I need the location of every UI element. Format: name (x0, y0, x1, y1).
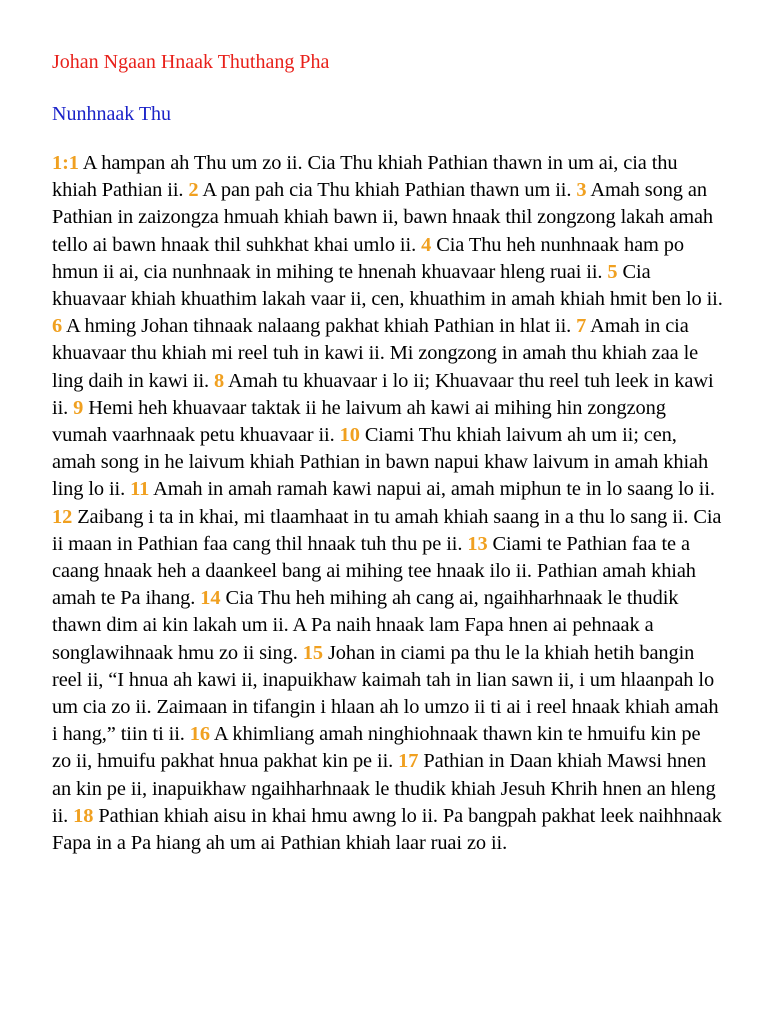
verse-text: Amah in amah ramah kawi napui ai, amah miphun te in lo saang lo ii. (153, 478, 715, 501)
verse-text: Cia khuavaar khiah khuathim lakah vaar ii, cen, khuathim in amah khiah hmit ben lo ii. (52, 260, 723, 311)
verse-number: 18 (73, 804, 94, 827)
verse-number: 4 (421, 233, 432, 256)
verse-number: 16 (189, 723, 210, 746)
verse-number: 13 (467, 532, 488, 555)
verse-number: 7 (576, 315, 587, 338)
verse-text: Ciami Thu khiah laivum ah um ii; cen, amah song in he laivum khiah Pathian in bawn napui khaw laivum in amah khiah ling lo ii. (52, 424, 709, 501)
verse-number: 12 (52, 505, 73, 528)
verse-text: Cia Thu heh nunhnaak ham po hmun ii ai, cia nunhnaak in mihing te hnenah khuavaar hleng ruai ii. (52, 233, 684, 283)
verse-number: 9 (73, 396, 84, 419)
verse-text: Pathian in Daan khiah Mawsi hnen an kin pe ii, inapuikhaw ngaihharhnaak le thudik khiah Jesuh Khrih hnen an hleng ii. (52, 750, 716, 827)
verse-number: 8 (214, 369, 225, 392)
document-page (52, 48, 724, 857)
verse-number: 5 (607, 260, 618, 283)
verse-number: 11 (130, 478, 150, 501)
verse-text: A khimliang amah ninghiohnaak thawn kin te hmuifu kin pe zo ii, hmuifu pakhat hnua pakhat kin pe ii. (52, 723, 701, 773)
verse-text: Cia Thu heh mihing ah cang ai, ngaihharhnaak le thudik thawn dim ai kin lakah um ii. A Pa naih hnaak lam Fapa hnen ai pehnaak a songlawihnaak hmu zo ii sing. (52, 587, 679, 664)
verse-text: Amah song an Pathian in zaizongza hmuah khiah bawn ii, bawn hnaak thil zongzong lakah amah tello ai bawn hnaak thil suhkhat khai umlo ii. (52, 179, 714, 256)
section-heading: Nunhnaak Thu (52, 103, 172, 125)
verse-paragraph (52, 150, 724, 857)
verse-text: A pan pah cia Thu khiah Pathian thawn um ii. (202, 179, 572, 202)
book-title: Johan Ngaan Hnaak Thuthang Pha (52, 51, 330, 73)
verse-number: 3 (576, 179, 587, 202)
verse-number: 17 (398, 750, 419, 773)
verse-text: A hampan ah Thu um zo ii. Cia Thu khiah Pathian thawn in um ai, cia thu khiah Pathian ii. (52, 152, 678, 202)
verse-text: A hming Johan tihnaak nalaang pakhat khiah Pathian in hlat ii. (65, 315, 572, 338)
verse-text: Ciami te Pathian faa te a caang hnaak heh a daankeel bang ai mihing tee hnaak ilo ii. Pathian amah khiah amah te Pa ihang. (52, 532, 696, 610)
verse-number: 15 (302, 641, 323, 664)
verse-text: Johan in ciami pa thu le la khiah hetih bangin reel ii, “I hnua ah kawi ii, inapuikhaw kaimah tah in lian sawn ii, i um hlaanpah lo um cia zo ii. Zaimaan in tifangin i hlaan ah lo umzo ii ti ai i reel hnaak khiah amah i hang,” tiin ti ii. (52, 641, 719, 746)
verse-text: Zaibang i ta in khai, mi tlaamhaat in tu amah khiah saang in a thu lo sang ii. Cia ii maan in Pathian faa cang thil hnaak tuh thu pe ii. (52, 505, 722, 555)
verse-text: Amah in cia khuavaar thu khiah mi reel tuh in kawi ii. Mi zongzong in amah thu khiah zaa le ling daih in kawi ii. (52, 315, 699, 392)
verse-text: Pathian khiah aisu in khai hmu awng lo ii. Pa bangpah pakhat leek naihhnaak Fapa in a Pa hiang ah um ai Pathian khiah laar ruai zo ii. (52, 804, 722, 855)
verse-number: 1:1 (52, 152, 79, 174)
verse-text: Hemi heh khuavaar taktak ii he laivum ah kawi ai mihing hin zongzong vumah vaarhnaak petu khuavaar ii. (52, 396, 666, 447)
verse-number: 2 (188, 179, 199, 202)
verse-number: 10 (339, 424, 360, 447)
verse-text: Amah tu khuavaar i lo ii; Khuavaar thu reel tuh leek in kawi ii. (52, 369, 714, 419)
verse-number: 14 (200, 587, 221, 610)
verse-number: 6 (52, 315, 63, 338)
